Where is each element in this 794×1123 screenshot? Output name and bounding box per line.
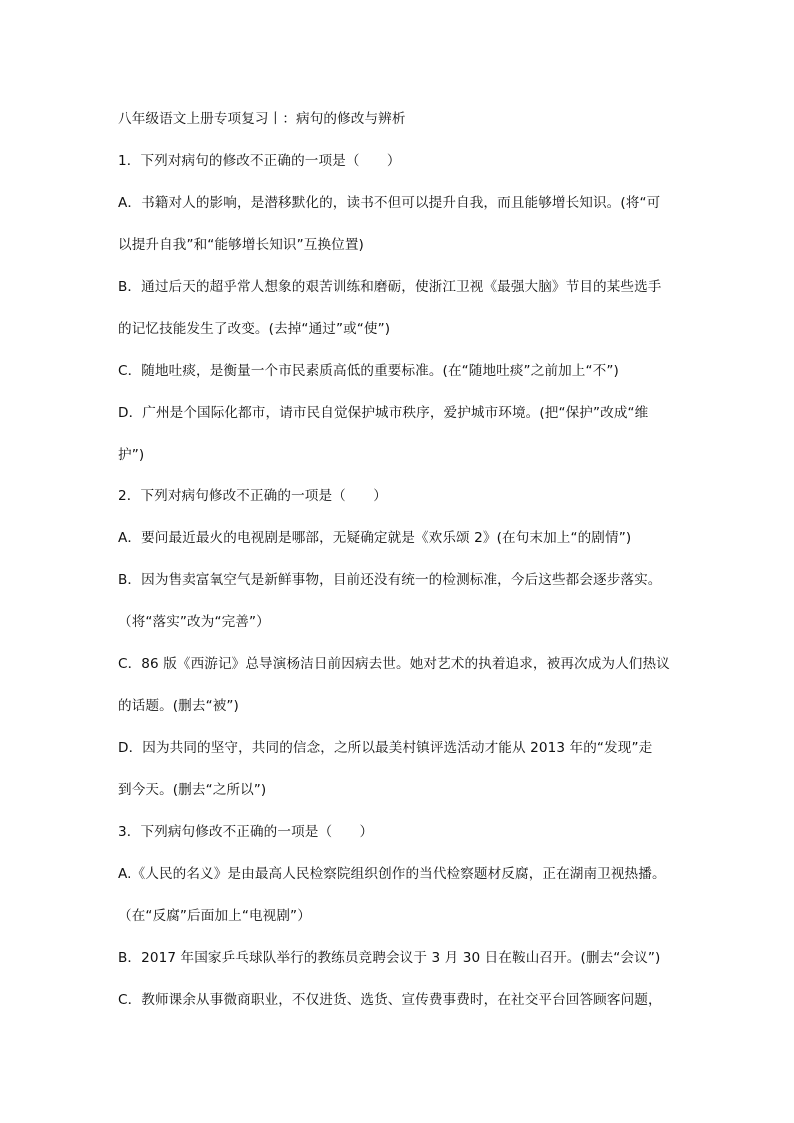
document-title: 八年级语文上册专项复习丨：病句的修改与辨析 (118, 111, 406, 127)
question-2-option-d-line-1: D．因为共同的坚守，共同的信念，之所以最美村镇评选活动才能从 2013 年的“发现”走 (118, 740, 653, 756)
question-1-stem: 1．下列对病句的修改不正确的一项是（ ） (118, 153, 401, 169)
question-3-stem: 3．下列病句修改不正确的一项是（ ） (118, 824, 374, 840)
question-1-option-d-line-2: 护”) (118, 447, 145, 463)
question-1-option-b-line-1: B．通过后天的超乎常人想象的艰苦训练和磨砺，使浙江卫视《最强大脑》节目的某些选手 (118, 279, 662, 295)
question-3-option-a-line-1: A.《人民的名义》是由最高人民检察院组织创作的当代检察题材反腐，正在湖南卫视热播。 (118, 866, 666, 882)
question-1-option-b-line-2: 的记忆技能发生了改变。(去掉“通过”或“使”) (118, 321, 391, 337)
question-3-option-c-line-1: C．教师课余从事微商职业，不仅进货、选货、宣传费事费时，在社交平台回答顾客问题， (118, 992, 662, 1008)
question-1-option-a-line-2: 以提升自我”和“能够增长知识”互换位置) (118, 237, 364, 253)
question-2-option-c-line-2: 的话题。(删去“被”) (118, 698, 239, 714)
question-3-option-b-line-1: B．2017 年国家乒乓球队举行的教练员竞聘会议于 3 月 30 日在鞍山召开。(删去“会议”) (118, 950, 661, 966)
question-2-option-b-line-1: B．因为售卖富氧空气是新鲜事物，目前还没有统一的检测标准，今后这些都会逐步落实。 (118, 572, 662, 588)
question-1-option-d-line-1: D．广州是个国际化都市，请市民自觉保护城市秩序，爱护城市环境。(把“保护”改成“维 (118, 405, 649, 421)
question-2-option-c-line-1: C．86 版《西游记》总导演杨洁日前因病去世。她对艺术的执着追求，被再次成为人们热议 (118, 656, 670, 672)
question-2-option-b-line-2: （将“落实”改为“完善”） (118, 614, 270, 630)
question-3-option-a-line-2: （在“反腐”后面加上“电视剧”） (118, 908, 311, 924)
question-2-option-a-line-1: A．要问最近最火的电视剧是哪部，无疑确定就是《欢乐颂 2》(在句末加上“的剧情”) (118, 530, 632, 546)
question-2-option-d-line-2: 到今天。(删去“之所以”) (118, 782, 267, 798)
question-1-option-a-line-1: A．书籍对人的影响，是潜移默化的，读书不但可以提升自我，而且能够增长知识。(将“可 (118, 195, 661, 211)
question-2-stem: 2．下列对病句修改不正确的一项是（ ） (118, 488, 387, 504)
question-1-option-c-line-1: C．随地吐痰，是衡量一个市民素质高低的重要标准。(在“随地吐痰”之前加上“不”) (118, 363, 619, 379)
